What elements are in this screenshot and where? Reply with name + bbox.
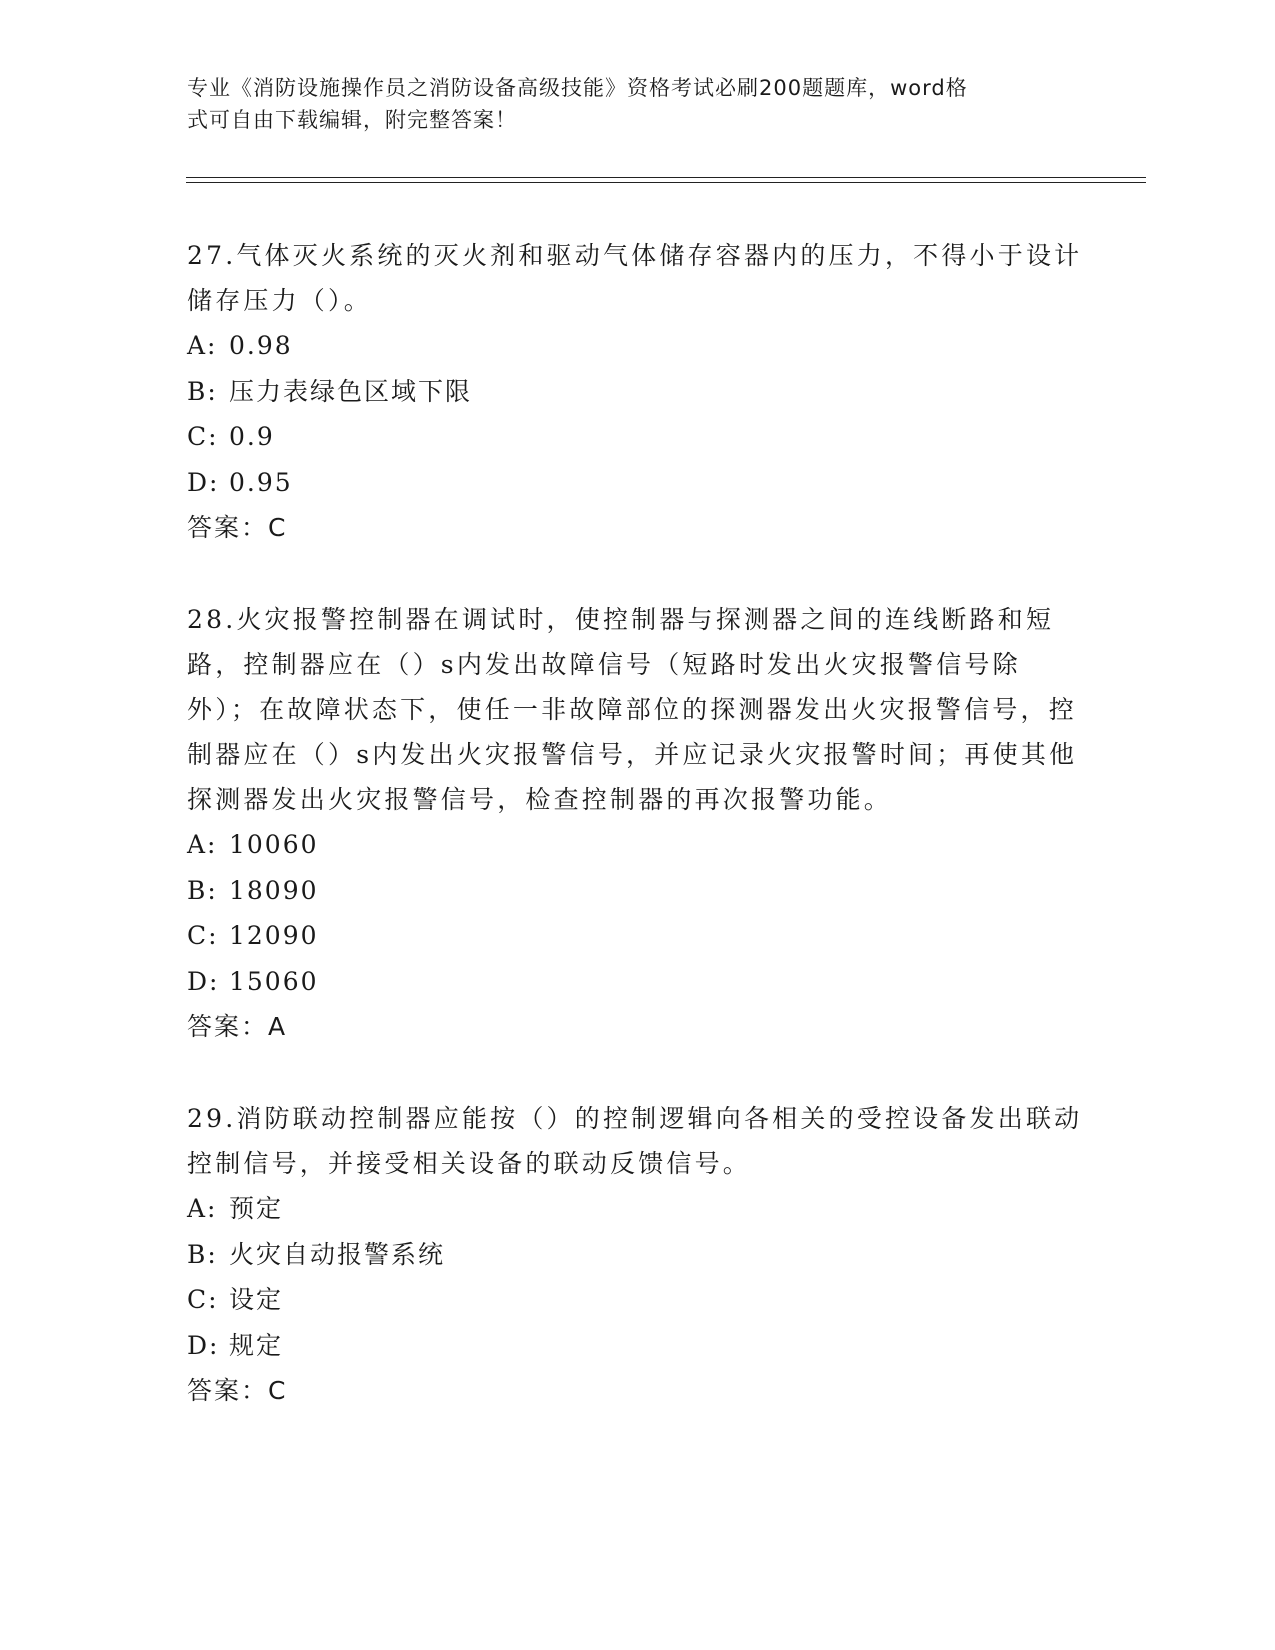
option-key: D: — [187, 467, 220, 497]
option-value: 0.9 — [229, 422, 275, 451]
option-key: D: — [187, 966, 220, 996]
option-b — [187, 369, 1087, 415]
option-value: 0.95 — [229, 467, 293, 497]
question-29 — [187, 1096, 1087, 1413]
option-c — [187, 414, 1087, 460]
header-line-2: 式可自由下载编辑，附完整答案！ — [187, 108, 517, 132]
option-d — [187, 1323, 1087, 1369]
option-b — [187, 1232, 1087, 1278]
option-value: 预定 — [229, 1194, 284, 1223]
option-key: A: — [187, 1194, 218, 1223]
option-value: 18090 — [229, 875, 319, 905]
header-divider-top — [186, 177, 1146, 178]
question-text: 27.气体灭火系统的灭火剂和驱动气体储存容器内的压力，不得小于设计储存压力（）。 — [187, 241, 1083, 315]
option-value: 火灾自动报警系统 — [229, 1239, 446, 1269]
option-key: D: — [187, 1330, 220, 1360]
option-key: C: — [187, 1285, 219, 1314]
option-value: 12090 — [229, 921, 319, 950]
option-a — [187, 822, 1087, 868]
question-28 — [187, 597, 1087, 1049]
answer: 答案：C — [187, 513, 288, 542]
option-c — [187, 913, 1087, 959]
question-text: 28.火灾报警控制器在调试时，使控制器与探测器之间的连线断路和短路，控制器应在（）s内发出故障信号（短路时发出火灾报警信号除外）；在故障状态下，使任一非故障部位的探测器发出火灾报警信号，控制器应在（）s内发出火灾报警信号，并应记录火灾报警时间；再使其他探测器发出火灾报警信号，检查控制器的再次报警功能。 — [187, 605, 1078, 814]
option-a — [187, 1186, 1087, 1232]
question-27 — [187, 233, 1087, 550]
option-key: C: — [187, 921, 219, 950]
option-d — [187, 460, 1087, 506]
option-key: A: — [187, 830, 218, 859]
option-key: C: — [187, 422, 219, 451]
option-a — [187, 323, 1087, 369]
option-value: 0.98 — [229, 331, 293, 360]
option-d — [187, 959, 1087, 1005]
question-text: 29.消防联动控制器应能按（）的控制逻辑向各相关的受控设备发出联动控制信号，并接受相关设备的联动反馈信号。 — [187, 1104, 1083, 1178]
header-line-1: 专业《消防设施操作员之消防设备高级技能》资格考试必刷200题题库，word格 — [187, 76, 968, 100]
option-b — [187, 868, 1087, 914]
option-value: 15060 — [229, 966, 319, 996]
option-key: B: — [187, 875, 218, 905]
option-c — [187, 1277, 1087, 1323]
option-key: A: — [187, 331, 218, 360]
option-value: 压力表绿色区域下限 — [229, 376, 473, 406]
option-value: 设定 — [229, 1285, 284, 1314]
option-value: 10060 — [229, 830, 319, 859]
answer: 答案：A — [187, 1012, 288, 1041]
document-header — [187, 72, 1087, 136]
answer: 答案：C — [187, 1376, 288, 1405]
option-value: 规定 — [229, 1330, 284, 1360]
option-key: B: — [187, 376, 218, 406]
option-key: B: — [187, 1239, 218, 1269]
header-divider-bottom — [186, 182, 1146, 183]
